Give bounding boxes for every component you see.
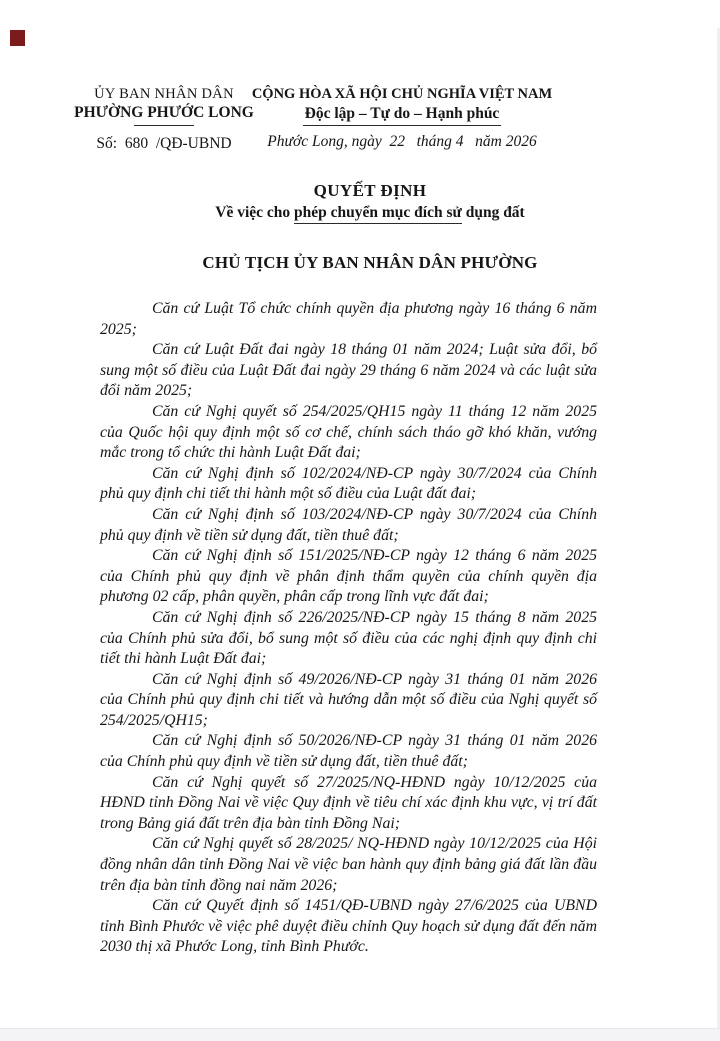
- page-bottom-edge: [0, 1028, 720, 1041]
- issuer-org-name: PHƯỜNG PHƯỚC LONG: [74, 104, 254, 121]
- issuer-header: [60, 86, 268, 153]
- national-header: [248, 86, 556, 151]
- place-date-line: Phước Long, ngày 22 tháng 4 năm 2026: [267, 133, 537, 150]
- recital-paragraph: Căn cứ Nghị định số 102/2024/NĐ-CP ngày 30/7/2024 của Chính phủ quy định chi tiết thi hành một số điều của Luật đất đai;: [100, 464, 597, 503]
- decision-heading: QUYẾT ĐỊNH: [313, 181, 427, 200]
- recital-paragraph: Căn cứ Nghị quyết số 28/2025/ NQ-HĐND ngày 10/12/2025 của Hội đồng nhân dân tỉnh Đồng Nai về việc ban hành quy định bảng giá đất lần đầu trên địa bàn tỉnh đồng nai năm 2026;: [100, 835, 597, 894]
- recital-paragraph: Căn cứ Luật Tổ chức chính quyền địa phương ngày 16 tháng 6 năm 2025;: [100, 300, 597, 338]
- recital-paragraph: Căn cứ Nghị quyết số 27/2025/NQ-HĐND ngày 10/12/2025 của HĐND tỉnh Đồng Nai về việc Quy định về tiêu chí xác định khu vực, vị trí đất trong Bảng giá đất trên địa bàn tỉnh Đồng Nai;: [100, 773, 597, 832]
- recital-paragraph: Căn cứ Nghị định số 50/2026/NĐ-CP ngày 31 tháng 01 năm 2026 của Chính phủ quy định về tiền sử dụng đất, tiền thuê đất;: [100, 732, 597, 771]
- national-title: CỘNG HÒA XÃ HỘI CHỦ NGHĨA VIỆT NAM: [251, 86, 553, 102]
- subject-suffix: dụng đất: [461, 204, 525, 221]
- recital-paragraph: Căn cứ Luật Đất đai ngày 18 tháng 01 năm 2024; Luật sửa đổi, bổ sung một số điều của Luật Đất đai ngày 29 tháng 6 năm 2024 và các luật sửa đổi năm 2025;: [100, 341, 597, 400]
- recital-paragraph: Căn cứ Nghị định số 49/2026/NĐ-CP ngày 31 tháng 01 năm 2026 của Chính phủ quy định chi tiết và hướng dẫn một số điều của Nghị quyết số 254/2025/QH15;: [100, 670, 597, 729]
- recital-paragraph: Căn cứ Nghị định số 103/2024/NĐ-CP ngày 30/7/2024 của Chính phủ quy định về tiền sử dụng đất, tiền thuê đất;: [100, 505, 597, 544]
- red-stamp-mark: [10, 30, 25, 46]
- subject-prefix: Về việc cho: [215, 204, 295, 221]
- recitals-section: [100, 299, 597, 958]
- recital-paragraph: Căn cứ Nghị định số 226/2025/NĐ-CP ngày 15 tháng 8 năm 2025 của Chính phủ sửa đổi, bổ sung một số điều của các nghị định quy định chi tiết thi hành Luật Đất đai;: [100, 608, 597, 668]
- document-number: Số: 680 /QĐ-UBND: [96, 135, 232, 152]
- issuer-divider: [134, 125, 194, 126]
- national-motto: Độc lập – Tự do – Hạnh phúc: [303, 105, 502, 126]
- authority-title: CHỦ TỊCH ỦY BAN NHÂN DÂN PHƯỜNG: [202, 253, 538, 272]
- issuer-org-parent: ỦY BAN NHÂN DÂN: [94, 86, 234, 102]
- recital-paragraph: Căn cứ Quyết định số 1451/QĐ-UBND ngày 27/6/2025 của UBND tỉnh Bình Phước về việc phê duyệt điều chỉnh Quy hoạch sử dụng đất đến năm 2030 thị xã Phước Long, tỉnh Bình Phước.: [100, 897, 597, 956]
- title-block: [95, 181, 645, 273]
- decision-subject: [95, 204, 645, 222]
- recital-paragraph: Căn cứ Nghị định số 151/2025/NĐ-CP ngày 12 tháng 6 năm 2025 của Chính phủ quy định về phân định thẩm quyền của chính quyền địa phương 02 cấp, phân quyền, phân cấp trong lĩnh vực đất đai;: [100, 547, 597, 606]
- subject-underlined-text: phép chuyển mục đích sử: [294, 204, 462, 224]
- recital-paragraph: Căn cứ Nghị quyết số 254/2025/QH15 ngày 11 tháng 12 năm 2025 của Quốc hội quy định một số cơ chế, chính sách tháo gỡ khó khăn, vướng mắc trong tổ chức thi hành Luật Đất đai;: [100, 402, 597, 462]
